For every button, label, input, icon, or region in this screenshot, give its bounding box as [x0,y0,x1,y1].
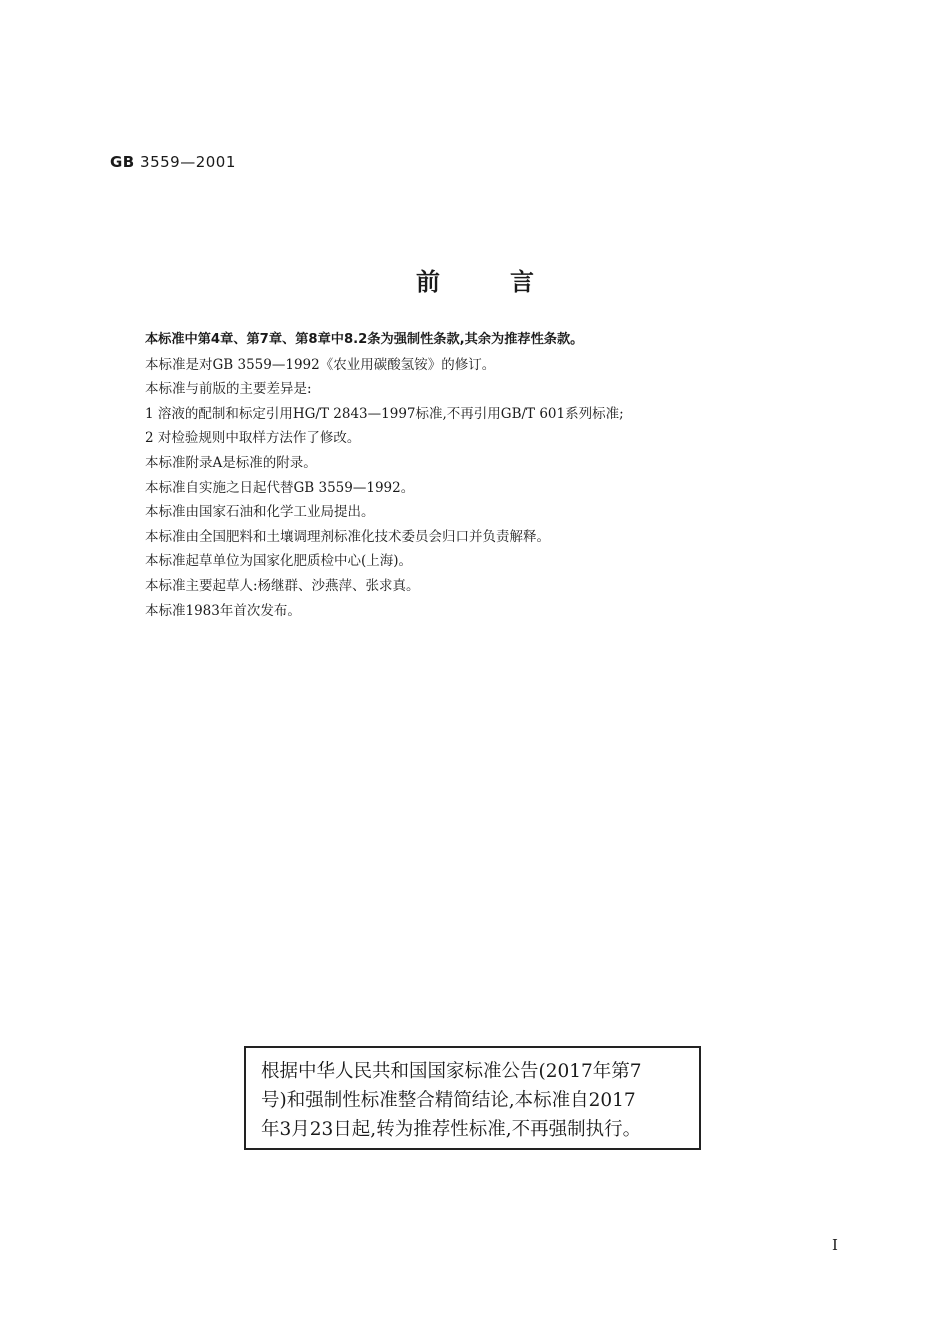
body-line: 本标准起草单位为国家化肥质检中心(上海)。 [145,553,413,570]
standard-code [110,153,236,171]
standard-code-prefix: GB [110,153,135,171]
page-title [0,262,950,297]
body-line: 本标准由国家石油和化学工业局提出。 [145,504,375,521]
body-line: 本标准是对GB 3559—1992《农业用碳酸氢铵》的修订。 [145,356,496,373]
body-line: 本标准自实施之日起代替GB 3559—1992。 [145,479,415,496]
page-number: I [832,1236,838,1254]
foreword-body [145,328,785,623]
body-line: 2 对检验规则中取样方法作了修改。 [145,430,361,447]
body-line: 本标准由全国肥料和土壤调理剂标准化技术委员会归口并负责解释。 [145,528,550,545]
body-line: 本标准附录A是标准的附录。 [145,454,317,471]
notice-line: 根据中华人民共和国国家标准公告(2017年第7 [261,1061,642,1082]
standard-code-number: 3559—2001 [140,153,236,171]
status-notice-box [244,1046,701,1150]
mandatory-clauses-line: 本标准中第4章、第7章、第8章中8.2条为强制性条款,其余为推荐性条款。 [145,332,584,347]
title-char-1: 前 [416,268,440,296]
title-char-2: 言 [510,268,534,296]
body-line: 本标准主要起草人:杨继群、沙燕萍、张求真。 [145,577,420,594]
body-line: 本标准1983年首次发布。 [145,602,301,619]
body-line: 1 溶液的配制和标定引用HG/T 2843—1997标准,不再引用GB/T 601系列标准; [145,405,624,422]
notice-line: 号)和强制性标准整合精简结论,本标准自2017 [261,1090,636,1111]
notice-line: 年3月23日起,转为推荐性标准,不再强制执行。 [261,1119,642,1140]
body-line: 本标准与前版的主要差异是: [145,381,312,398]
